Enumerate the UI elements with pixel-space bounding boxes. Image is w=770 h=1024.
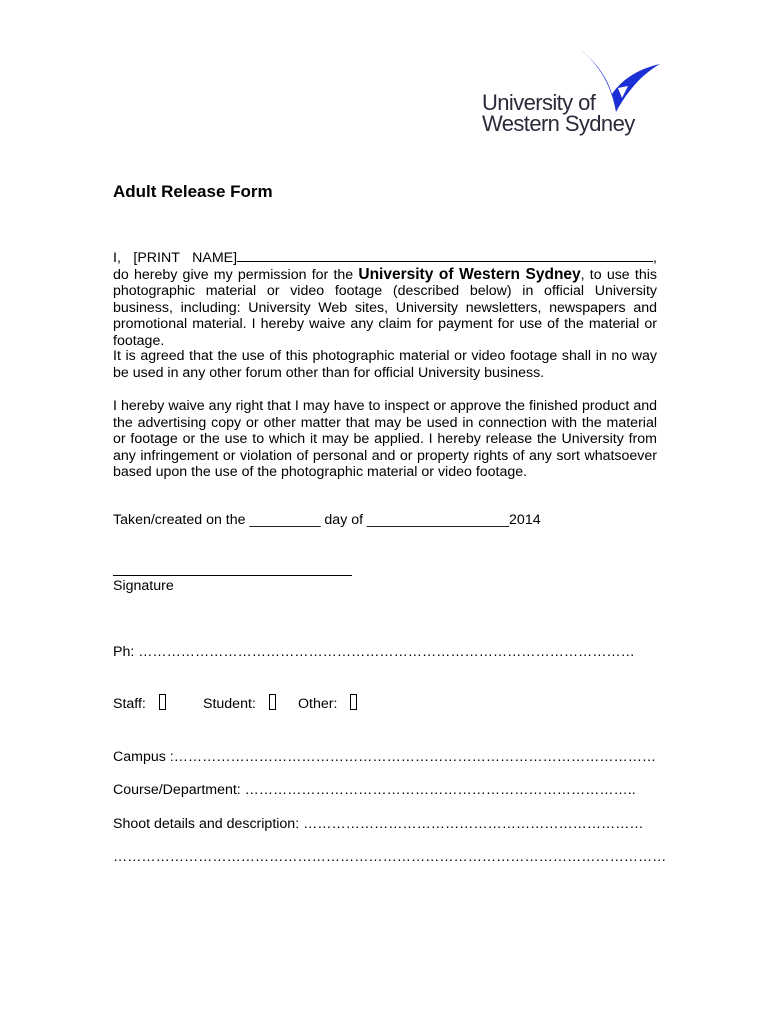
- form-title: Adult Release Form: [113, 182, 273, 201]
- signature-field[interactable]: [113, 575, 352, 576]
- year-value: 2014: [509, 512, 541, 528]
- logo-line-2: Western Sydney: [482, 111, 635, 136]
- logo-wordmark: [482, 92, 635, 134]
- other-checkbox[interactable]: [350, 694, 357, 710]
- permission-paragraph: I, [PRINT NAME] , do hereby give my permission for the University of Western Sydney, to use this photographic material or video footage (described below) in official University business, including: University Web sites, University newsletters, newspapers and promotional material. I hereby waive any claim for payment for use of the material or footage.: [113, 250, 657, 349]
- role-staff: Staff:: [113, 694, 203, 712]
- print-name-field[interactable]: [237, 249, 653, 262]
- role-student: Student:: [203, 694, 298, 712]
- staff-checkbox[interactable]: [159, 694, 166, 710]
- role-selection: [113, 694, 357, 712]
- course-department-field[interactable]: Course/Department: ………………………………………………………………………..: [113, 782, 636, 798]
- waiver-paragraph: I hereby waive any right that I may have to inspect or approve the finished product and the advertising copy or other matter that may be used in connection with the material or footage or the use to which it may be applied. I hereby release the University from any infringement or violation of personal and or property rights of any sort whatsoever based upon the use of the photographic material or video footage.: [113, 398, 657, 480]
- taken-created-row: Taken/created on the _________ day of __________________2014: [113, 512, 541, 528]
- student-checkbox[interactable]: [269, 694, 276, 710]
- shoot-details-continuation[interactable]: ………………………………………………………………………………………………………: [113, 849, 667, 865]
- day-field[interactable]: _________: [249, 512, 321, 528]
- month-field[interactable]: __________________: [367, 512, 510, 528]
- university-name: University of Western Sydney: [358, 265, 581, 283]
- print-name-label: I, [PRINT NAME]: [113, 250, 238, 266]
- logo-line-1: University of: [482, 90, 596, 115]
- phone-field[interactable]: Ph: ……………………………………………………………………………………………: [113, 644, 635, 660]
- shoot-details-field[interactable]: Shoot details and description: ………………………………………………………………: [113, 816, 644, 832]
- university-logo: [482, 48, 672, 144]
- campus-field[interactable]: Campus :…………………………………………………………………………………………: [113, 749, 657, 765]
- signature-label: Signature: [113, 578, 174, 594]
- role-other: Other:: [298, 694, 357, 712]
- usage-agreement-paragraph: It is agreed that the use of this photographic material or video footage shall in no way be used in any other forum other than for official University business.: [113, 348, 657, 381]
